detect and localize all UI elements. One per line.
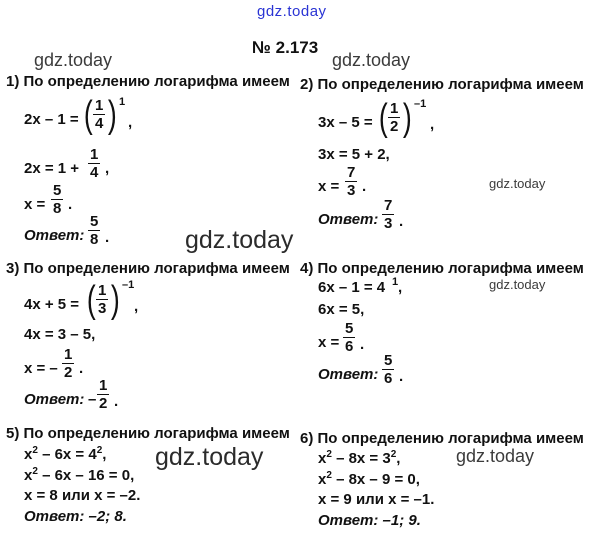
numerator: 7 bbox=[347, 164, 356, 181]
watermark: gdz.today bbox=[489, 176, 546, 191]
exponent: 2 bbox=[96, 445, 103, 456]
term: , bbox=[102, 446, 107, 463]
watermark: gdz.today bbox=[155, 443, 264, 471]
problem-heading: 1) По определению логарифма имеем bbox=[6, 73, 290, 90]
numerator: 1 bbox=[390, 100, 399, 117]
term: , bbox=[396, 450, 401, 467]
exponent: 1 bbox=[392, 276, 399, 288]
equation-text bbox=[318, 449, 400, 467]
problem-heading: 2) По определению логарифма имеем bbox=[300, 76, 584, 93]
numerator: 1 bbox=[98, 282, 107, 299]
equation-text: 3x – 5 = bbox=[318, 114, 373, 131]
numerator: 5 bbox=[345, 320, 354, 337]
denominator: 2 bbox=[99, 395, 108, 412]
denominator: 8 bbox=[53, 200, 62, 217]
exponent: 2 bbox=[390, 449, 397, 460]
equation-text: , bbox=[134, 298, 139, 315]
fraction bbox=[96, 282, 108, 317]
equation-text: 3x = 5 + 2, bbox=[318, 146, 390, 163]
equation-text: 6x = 5, bbox=[318, 301, 365, 318]
numerator: 1 bbox=[99, 377, 108, 394]
fraction bbox=[97, 377, 109, 412]
term: – 8x = 3 bbox=[331, 450, 391, 467]
denominator: 4 bbox=[95, 115, 104, 132]
equation-text: x = bbox=[318, 178, 340, 195]
equation-text: x = 9 или x = –1. bbox=[318, 491, 435, 508]
exponent: 2 bbox=[32, 466, 38, 477]
fraction bbox=[88, 146, 100, 181]
numerator: 1 bbox=[64, 346, 73, 363]
denominator: 4 bbox=[90, 164, 99, 181]
watermark: gdz.today bbox=[34, 50, 113, 70]
numerator: 5 bbox=[53, 182, 62, 199]
equation-text: x = 8 или x = –2. bbox=[24, 487, 141, 504]
equation-text: , bbox=[430, 116, 435, 133]
left-paren: ( bbox=[378, 97, 388, 139]
equation-text: . bbox=[360, 336, 365, 353]
equation-text: , bbox=[398, 279, 403, 296]
equation-text: . bbox=[399, 368, 404, 385]
answer-text: Ответ: –2; 8. bbox=[24, 508, 127, 525]
left-paren: ( bbox=[86, 279, 96, 321]
numerator: 1 bbox=[90, 146, 99, 163]
fraction bbox=[88, 213, 100, 248]
term: – 6x – 16 = 0, bbox=[37, 467, 135, 484]
equation-text: x = bbox=[24, 196, 46, 213]
exponent: –1 bbox=[122, 279, 135, 291]
equation-text: . bbox=[68, 196, 73, 213]
page-title: № 2.173 bbox=[252, 38, 319, 57]
problem-heading: 3) По определению логарифма имеем bbox=[6, 260, 290, 277]
equation-text: 2x = 1 + bbox=[24, 160, 80, 177]
exponent: 2 bbox=[326, 470, 332, 481]
answer-label: Ответ: bbox=[318, 211, 379, 228]
equation-text bbox=[24, 445, 106, 463]
numerator: 7 bbox=[384, 197, 393, 214]
denominator: 3 bbox=[98, 300, 107, 317]
equation-text: , bbox=[105, 160, 110, 177]
exponent: 2 bbox=[326, 449, 332, 460]
right-paren: ) bbox=[110, 279, 120, 321]
equation-text: . bbox=[114, 393, 119, 410]
exponent: 2 bbox=[32, 445, 38, 456]
fraction bbox=[343, 320, 355, 355]
numerator: 1 bbox=[95, 97, 104, 114]
fraction bbox=[93, 97, 105, 132]
term: x bbox=[318, 471, 327, 488]
equation-text: , bbox=[128, 114, 133, 131]
fraction bbox=[382, 197, 394, 232]
equation-text: – bbox=[88, 391, 97, 408]
equation-text: . bbox=[79, 360, 84, 377]
equation-text: x = – bbox=[24, 360, 58, 377]
right-paren: ) bbox=[402, 97, 412, 139]
equation-text: 4x + 5 = bbox=[24, 296, 80, 313]
right-paren: ) bbox=[107, 94, 117, 136]
equation-text: x = bbox=[318, 334, 340, 351]
fraction bbox=[388, 100, 400, 135]
watermark: gdz.today bbox=[332, 50, 411, 70]
equation-text: . bbox=[362, 178, 367, 195]
equation-text: 4x = 3 – 5, bbox=[24, 326, 96, 343]
denominator: 6 bbox=[384, 370, 393, 387]
fraction bbox=[382, 352, 394, 387]
term: x bbox=[318, 450, 327, 467]
term: x bbox=[24, 446, 33, 463]
term: x bbox=[24, 467, 33, 484]
answer-label: Ответ: bbox=[24, 391, 85, 408]
equation-text: . bbox=[399, 213, 404, 230]
fraction bbox=[51, 182, 63, 217]
equation-text: . bbox=[105, 229, 110, 246]
watermark: gdz.today bbox=[185, 226, 294, 254]
denominator: 3 bbox=[384, 215, 393, 232]
answer-label: Ответ: bbox=[24, 227, 85, 244]
exponent: –1 bbox=[414, 98, 427, 110]
equation-text: 6x – 1 = 4 bbox=[318, 279, 386, 296]
equation-text bbox=[318, 470, 420, 488]
watermark-top: gdz.today bbox=[257, 3, 327, 20]
fraction bbox=[62, 346, 74, 381]
denominator: 2 bbox=[64, 364, 73, 381]
problem-heading: 6) По определению логарифма имеем bbox=[300, 430, 584, 447]
denominator: 3 bbox=[347, 182, 356, 199]
problem-heading: 4) По определению логарифма имеем bbox=[300, 260, 584, 277]
problem-heading: 5) По определению логарифма имеем bbox=[6, 425, 290, 442]
exponent: 1 bbox=[119, 96, 126, 108]
equation-text: 2x – 1 = bbox=[24, 111, 79, 128]
equation-text bbox=[24, 466, 134, 484]
term: – 8x – 9 = 0, bbox=[331, 471, 420, 488]
numerator: 5 bbox=[90, 213, 99, 230]
fraction bbox=[345, 164, 357, 199]
denominator: 6 bbox=[345, 338, 354, 355]
watermark: gdz.today bbox=[456, 446, 535, 466]
watermark: gdz.today bbox=[489, 277, 546, 292]
answer-text: Ответ: –1; 9. bbox=[318, 512, 421, 529]
term: – 6x = 4 bbox=[37, 446, 97, 463]
answer-label: Ответ: bbox=[318, 366, 379, 383]
denominator: 8 bbox=[90, 231, 99, 248]
numerator: 5 bbox=[384, 352, 393, 369]
left-paren: ( bbox=[83, 94, 93, 136]
denominator: 2 bbox=[390, 118, 399, 135]
